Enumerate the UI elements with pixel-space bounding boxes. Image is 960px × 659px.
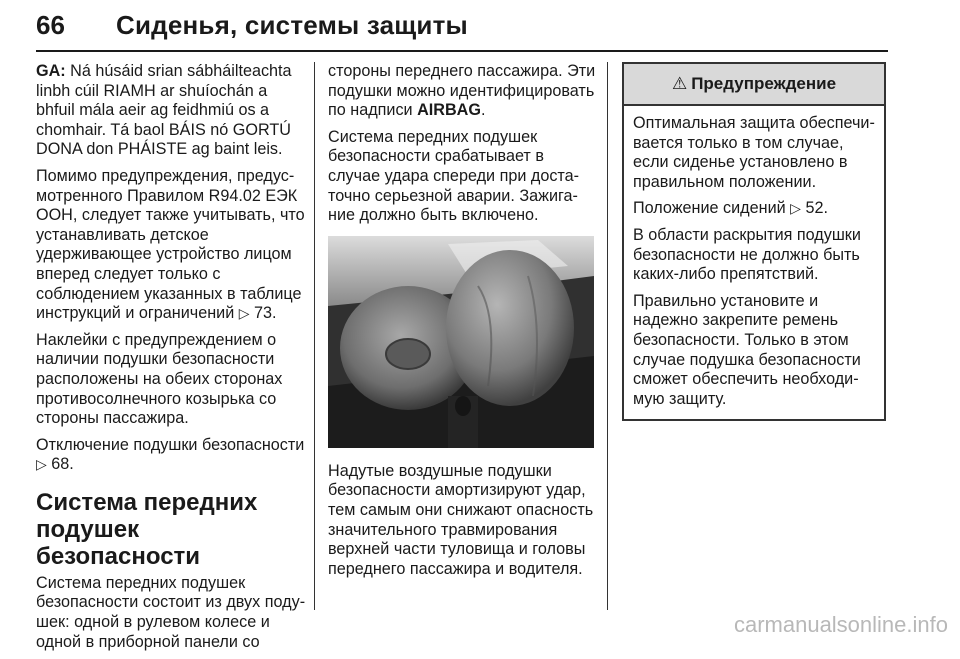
paragraph-system: Система передних подушек безопасности состоит из двух подушек: одной в рулевом колесе и одной в приборной панели со [36, 573, 306, 651]
column-middle [328, 62, 598, 586]
page-ref-68: 68. [51, 455, 74, 474]
warning-text-4: Правильно установите и надежно закрепите ремень безопасности. Только в этом случае подушка безопасности сможет обеспечить необходимую защиту. [633, 291, 861, 408]
passenger-airbag [446, 250, 574, 406]
column-divider-2 [607, 62, 608, 610]
page-ref-icon: ▷ [36, 456, 47, 473]
page-ref-52: 52. [805, 199, 828, 218]
paragraph-trigger: Система передних подушек безопасности срабатывает в случае удара спереди при достаточно серьезной аварии. Зажигание должно быть включено. [328, 127, 580, 225]
paragraph-identify-text: стороны переднего пассажира. Эти подушки можно идентифицировать по надписи [328, 62, 596, 120]
airbag-illustration [328, 236, 594, 448]
watermark: carmanualsonline.info [733, 612, 948, 637]
ga-text: Ná húsáid srian sábháilteachta linbh cúil RIAMH ar shuíochán a bhfuil mála aeir ag feidhmiú os a chomhair. Tá baol BÁIS nó GORTÚ DONA don PHÁISTE ag baint leis. [36, 62, 292, 159]
page-number: 66 [36, 10, 65, 40]
page-ref-icon: ▷ [238, 305, 250, 322]
paragraph-deactivation [36, 436, 306, 475]
warning-box [622, 62, 886, 421]
header-rule [36, 50, 888, 52]
paragraph-r94 [36, 167, 306, 324]
warning-body [624, 106, 884, 419]
page-ref-73: 73. [254, 304, 277, 323]
steering-airbag-center [386, 339, 430, 369]
airbag-photo [328, 236, 594, 448]
paragraph-deactivation-text: Отключение подушки безопасности [36, 435, 305, 454]
ga-label: GA: [36, 62, 66, 80]
paragraph-stickers: Наклейки с предупреждением о наличии подушки безопасности расположены на обеих сторонах противосолнечного козырька со стороны пассажира. [36, 330, 283, 428]
page-title: Сиденья, системы защиты [116, 10, 468, 40]
page-ref-icon: ▷ [790, 200, 801, 217]
column-right [622, 62, 886, 421]
page-header [36, 8, 888, 48]
warning-header [624, 64, 884, 106]
warning-text-3: В области раскрытия подушки безопасности не должно быть каких-либо препятствий. [633, 225, 861, 284]
warning-text-2 [633, 199, 875, 219]
ga-paragraph [36, 62, 306, 160]
warning-text-2-main: Положение сидений [633, 199, 786, 218]
warning-title: Предупреждение [691, 74, 837, 94]
section-heading: Система передних подушек безопасности [36, 488, 258, 570]
paragraph-r94-text: Помимо предупреждения, предусмотренного Правилом R94.02 ЕЭК ООН, следует также учитывать, что устанавливать детское удерживающее устройство лицом вперед следует только с соблюдением указанных в таблице инструкций и ограничений [36, 166, 305, 323]
airbag-label: AIRBAG [417, 101, 481, 120]
photo-caption: Надутые воздушные подушки безопасности амортизируют удар, тем самым они снижают опасность значительного травмирования верхней части туловища и головы переднего пассажира и водителя. [328, 461, 594, 578]
column-left [36, 62, 306, 659]
warning-triangle-icon: ⚠ [671, 74, 688, 94]
warning-text-1: Оптимальная защита обеспечивается только в том случае, если сиденье установлено в правильном положении. [633, 114, 875, 191]
paragraph-identify-end: . [480, 101, 486, 120]
column-divider-1 [314, 62, 315, 610]
paragraph-identify [328, 62, 598, 121]
